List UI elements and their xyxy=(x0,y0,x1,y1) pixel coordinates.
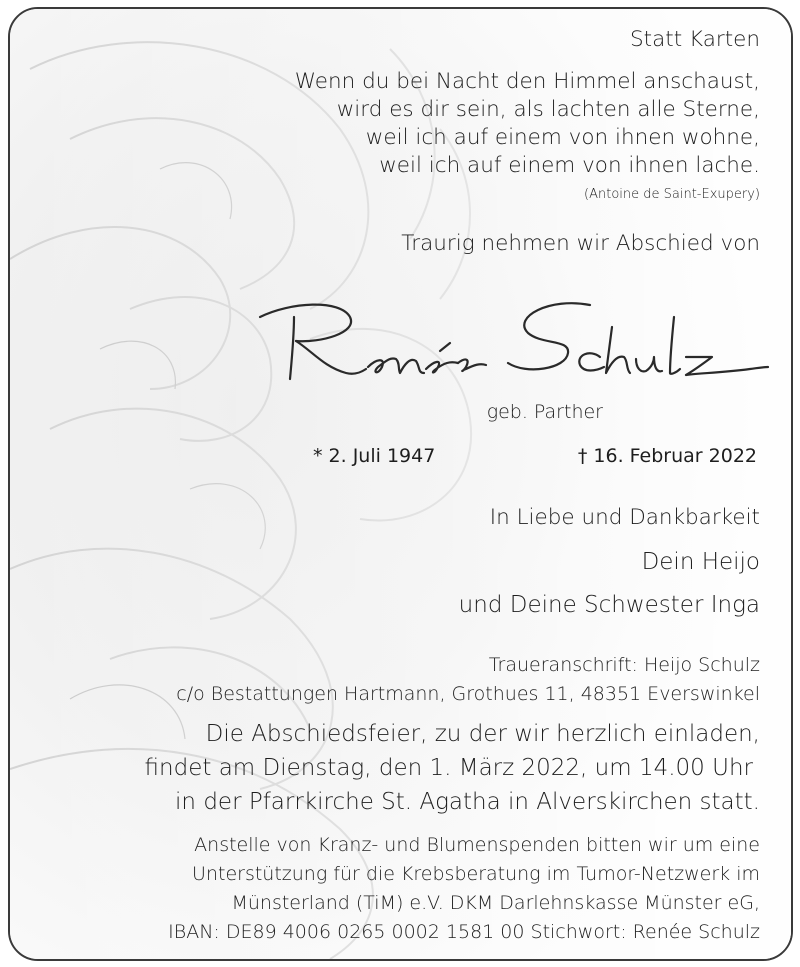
maiden-name: geb. Parther xyxy=(486,401,603,423)
statt-karten-label: Statt Karten xyxy=(630,27,760,52)
obituary-card xyxy=(8,7,793,961)
address-line-2: c/o Bestattungen Hartmann, Grothues 11, 48351 Everswinkel xyxy=(176,683,760,705)
donation-line-1: Anstelle von Kranz- und Blumenspenden bitten wir um eine xyxy=(194,834,760,856)
address-line-1: Traueranschrift: Heijo Schulz xyxy=(488,654,760,676)
death-date: † 16. Februar 2022 xyxy=(577,445,757,467)
donation-line-3: Münsterland (TiM) e.V. DKM Darlehnskasse Münster eG, xyxy=(231,892,760,914)
poem-line-4: weil ich auf einem von ihnen lache. xyxy=(379,153,760,178)
ceremony-line-3: in der Pfarrkirche St. Agatha in Alverskirchen statt. xyxy=(175,789,760,815)
birth-date: * 2. Juli 1947 xyxy=(313,445,436,467)
name-signature xyxy=(250,287,770,387)
mourners-intro: In Liebe und Dankbarkeit xyxy=(489,505,760,530)
donation-line-4: IBAN: DE89 4006 0265 0002 1581 00 Stichwort: Renée Schulz xyxy=(168,921,760,943)
intro-text: Traurig nehmen wir Abschied von xyxy=(401,231,760,256)
poem-author: (Antoine de Saint-Exupery) xyxy=(584,187,760,202)
poem-line-2: wird es dir sein, als lachten alle Sterne, xyxy=(336,97,760,122)
poem-line-3: weil ich auf einem von ihnen wohne, xyxy=(365,125,760,150)
mourner-heijo: Dein Heijo xyxy=(641,549,760,575)
ceremony-line-1: Die Abschiedsfeier, zu der wir herzlich einladen, xyxy=(205,721,760,747)
mourner-inga: und Deine Schwester Inga xyxy=(458,592,760,618)
poem-line-1: Wenn du bei Nacht den Himmel anschaust, xyxy=(294,69,760,94)
rose-background-image xyxy=(10,9,791,959)
ceremony-line-2: findet am Dienstag, den 1. März 2022, um 14.00 Uhr xyxy=(144,755,753,781)
donation-line-2: Unterstützung für die Krebsberatung im Tumor-Netzwerk im xyxy=(192,863,760,885)
